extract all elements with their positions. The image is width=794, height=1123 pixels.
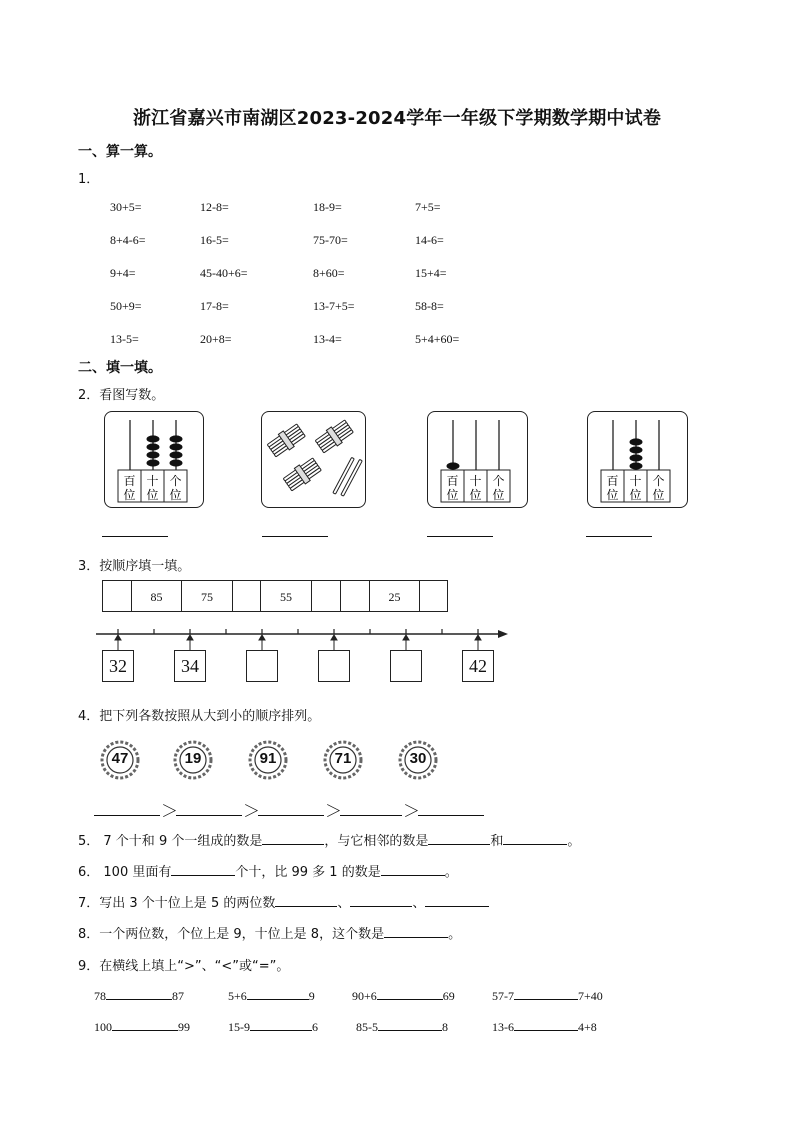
greater-than-sign: ＞: [325, 802, 342, 822]
answer-blank-q8[interactable]: [384, 925, 448, 938]
greater-than-sign: ＞: [243, 802, 260, 822]
number-wreath: [173, 740, 213, 784]
question-2-text: 2．看图写数。: [78, 388, 165, 403]
sequence-cell: 75: [181, 580, 233, 612]
wreath-number: 19: [184, 750, 202, 767]
calc-item: 50+9=: [110, 299, 142, 313]
abacus-picture-1: [104, 411, 204, 508]
stick-bundles-picture: [261, 411, 366, 508]
compare-item: [492, 987, 603, 1004]
svg-text:位: 位: [629, 488, 642, 502]
number-line: [94, 624, 512, 654]
question-6-part-c: 。: [444, 865, 458, 880]
compare-left: 100: [94, 1020, 112, 1034]
sequence-cell[interactable]: [419, 580, 448, 612]
compare-left: 90+6: [352, 989, 377, 1003]
calc-item: 45-40+6=: [200, 266, 248, 280]
calc-item: 9+4=: [110, 266, 136, 280]
svg-text:位: 位: [606, 488, 619, 502]
question-8: [78, 923, 461, 942]
number-wreath: [398, 740, 438, 784]
answer-blank-q5-2[interactable]: [428, 832, 490, 845]
abacus-4-svg: [588, 412, 687, 507]
compare-left: 85-5: [356, 1020, 378, 1034]
question-1-number: 1．: [78, 172, 100, 187]
question-6: [78, 861, 458, 880]
calc-item: 20+8=: [200, 332, 232, 346]
svg-text:百: 百: [123, 474, 136, 488]
separator: 、: [412, 896, 426, 911]
sequence-cell[interactable]: [102, 580, 132, 612]
answer-blank-q5-3[interactable]: [503, 832, 567, 845]
compare-blank[interactable]: [377, 987, 443, 1000]
svg-text:十: 十: [469, 474, 482, 488]
compare-left: 5+6: [228, 989, 247, 1003]
compare-right: 69: [442, 989, 455, 1003]
compare-blank[interactable]: [514, 987, 578, 1000]
compare-left: 57-7: [492, 989, 514, 1003]
svg-text:十: 十: [629, 474, 642, 488]
sequence-cell: 55: [260, 580, 312, 612]
calc-item: 13-4=: [313, 332, 342, 346]
order-blank[interactable]: [258, 815, 324, 816]
numberline-box[interactable]: [246, 650, 278, 682]
question-8-text: 8．一个两位数，个位上是 9，十位上是 8，这个数是: [78, 927, 385, 942]
question-6-part-b: 个十，比 99 多 1 的数是: [235, 865, 381, 880]
numberline-box: 42: [462, 650, 494, 682]
compare-item: [228, 1018, 318, 1035]
svg-text:百: 百: [606, 474, 619, 488]
answer-blank-q2-2[interactable]: [262, 536, 328, 537]
compare-blank[interactable]: [250, 1018, 312, 1031]
answer-blank-q7-2[interactable]: [350, 894, 412, 907]
number-wreath: [323, 740, 363, 784]
calc-item: 15+4=: [415, 266, 447, 280]
wreath-number: 47: [111, 750, 129, 767]
compare-blank[interactable]: [378, 1018, 442, 1031]
sequence-cell: 25: [369, 580, 420, 612]
order-blank[interactable]: [94, 815, 160, 816]
numberline-box: 34: [174, 650, 206, 682]
question-5: [78, 830, 580, 849]
greater-than-sign: ＞: [161, 802, 178, 822]
compare-left: 78: [94, 989, 106, 1003]
sequence-cell: 85: [131, 580, 182, 612]
compare-right: 99: [178, 1020, 190, 1034]
svg-text:位: 位: [492, 488, 505, 502]
answer-blank-q6-1[interactable]: [171, 863, 235, 876]
compare-blank[interactable]: [514, 1018, 578, 1031]
wreath-number: 91: [259, 750, 277, 767]
abacus-picture-4: [587, 411, 688, 508]
section-heading-fill: 二、填一填。: [78, 360, 162, 376]
order-blank[interactable]: [340, 815, 402, 816]
question-8-end: 。: [448, 927, 462, 942]
calc-item: 12-8=: [200, 200, 229, 214]
calc-item: 17-8=: [200, 299, 229, 313]
calc-item: 18-9=: [313, 200, 342, 214]
abacus-1-svg: [105, 412, 203, 507]
compare-right: 4+8: [578, 1020, 597, 1034]
number-wreath: [100, 740, 140, 784]
question-5-part-a: 5． 7 个十和 9 个一组成的数是: [78, 834, 263, 849]
compare-right: 87: [172, 989, 184, 1003]
wreath-number: 30: [409, 750, 427, 767]
separator: 、: [337, 896, 351, 911]
svg-text:个: 个: [169, 474, 182, 488]
numberline-box[interactable]: [390, 650, 422, 682]
compare-left: 13-6: [492, 1020, 514, 1034]
calc-item: 30+5=: [110, 200, 142, 214]
abacus-picture-3: [427, 411, 528, 508]
wreath-number: 71: [334, 750, 352, 767]
svg-text:位: 位: [469, 488, 482, 502]
calc-item: 8+60=: [313, 266, 345, 280]
compare-blank[interactable]: [112, 1018, 178, 1031]
compare-item: [352, 987, 455, 1004]
greater-than-sign: ＞: [403, 802, 420, 822]
svg-text:位: 位: [146, 488, 159, 502]
numberline-box: 32: [102, 650, 134, 682]
stick-bundles-svg: [262, 412, 365, 507]
calc-item: 14-6=: [415, 233, 444, 247]
compare-blank[interactable]: [106, 987, 172, 1000]
answer-blank-q2-1[interactable]: [102, 536, 168, 537]
answer-blank-q6-2[interactable]: [381, 863, 445, 876]
question-7: [78, 892, 489, 911]
sequence-cell[interactable]: [311, 580, 341, 612]
order-blank[interactable]: [418, 815, 484, 816]
compare-item: [356, 1018, 448, 1035]
page-title: 浙江省嘉兴市南湖区2023-2024学年一年级下学期数学期中试卷: [132, 108, 662, 129]
calc-item: 8+4-6=: [110, 233, 146, 247]
answer-blank-q5-1[interactable]: [262, 832, 324, 845]
question-5-part-b: ，与它相邻的数是: [324, 834, 429, 849]
compare-left: 15-9: [228, 1020, 250, 1034]
compare-right: 8: [442, 1020, 448, 1034]
svg-text:位: 位: [123, 488, 136, 502]
calc-item: 13-7+5=: [313, 299, 355, 313]
calc-item: 5+4+60=: [415, 332, 460, 346]
answer-blank-q7-3[interactable]: [425, 894, 489, 907]
svg-text:位: 位: [652, 488, 665, 502]
compare-item: [492, 1018, 597, 1035]
svg-text:百: 百: [446, 474, 459, 488]
svg-text:位: 位: [169, 488, 182, 502]
calc-item: 58-8=: [415, 299, 444, 313]
question-7-text: 7．写出 3 个十位上是 5 的两位数: [78, 896, 276, 911]
svg-text:位: 位: [446, 488, 459, 502]
calc-item: 16-5=: [200, 233, 229, 247]
compare-blank[interactable]: [247, 987, 309, 1000]
compare-right: 7+40: [578, 989, 603, 1003]
question-9-text: 9．在横线上填上“>”、“<”或“=”。: [78, 959, 290, 974]
calc-item: 13-5=: [110, 332, 139, 346]
calc-item: 7+5=: [415, 200, 441, 214]
order-blank[interactable]: [176, 815, 242, 816]
numberline-box[interactable]: [318, 650, 350, 682]
compare-right: 6: [312, 1020, 318, 1034]
answer-blank-q2-3[interactable]: [427, 536, 493, 537]
sequence-cell[interactable]: [232, 580, 261, 612]
number-wreath: [248, 740, 288, 784]
compare-item: [228, 987, 315, 1004]
question-6-part-a: 6． 100 里面有: [78, 865, 172, 880]
svg-text:十: 十: [146, 474, 159, 488]
svg-text:个: 个: [492, 474, 505, 488]
compare-item: [94, 1018, 190, 1035]
question-3-text: 3．按顺序填一填。: [78, 559, 191, 574]
sequence-cell[interactable]: [340, 580, 370, 612]
compare-item: [94, 987, 184, 1004]
answer-blank-q2-4[interactable]: [586, 536, 652, 537]
section-heading-calc: 一、算一算。: [78, 144, 162, 160]
question-5-part-c: 和: [490, 834, 504, 849]
svg-text:个: 个: [652, 474, 665, 488]
question-4-text: 4．把下列各数按照从大到小的顺序排列。: [78, 709, 321, 724]
calc-item: 75-70=: [313, 233, 348, 247]
abacus-3-svg: [428, 412, 527, 507]
answer-blank-q7-1[interactable]: [275, 894, 337, 907]
compare-right: 9: [308, 989, 315, 1003]
question-5-part-d: 。: [567, 834, 581, 849]
